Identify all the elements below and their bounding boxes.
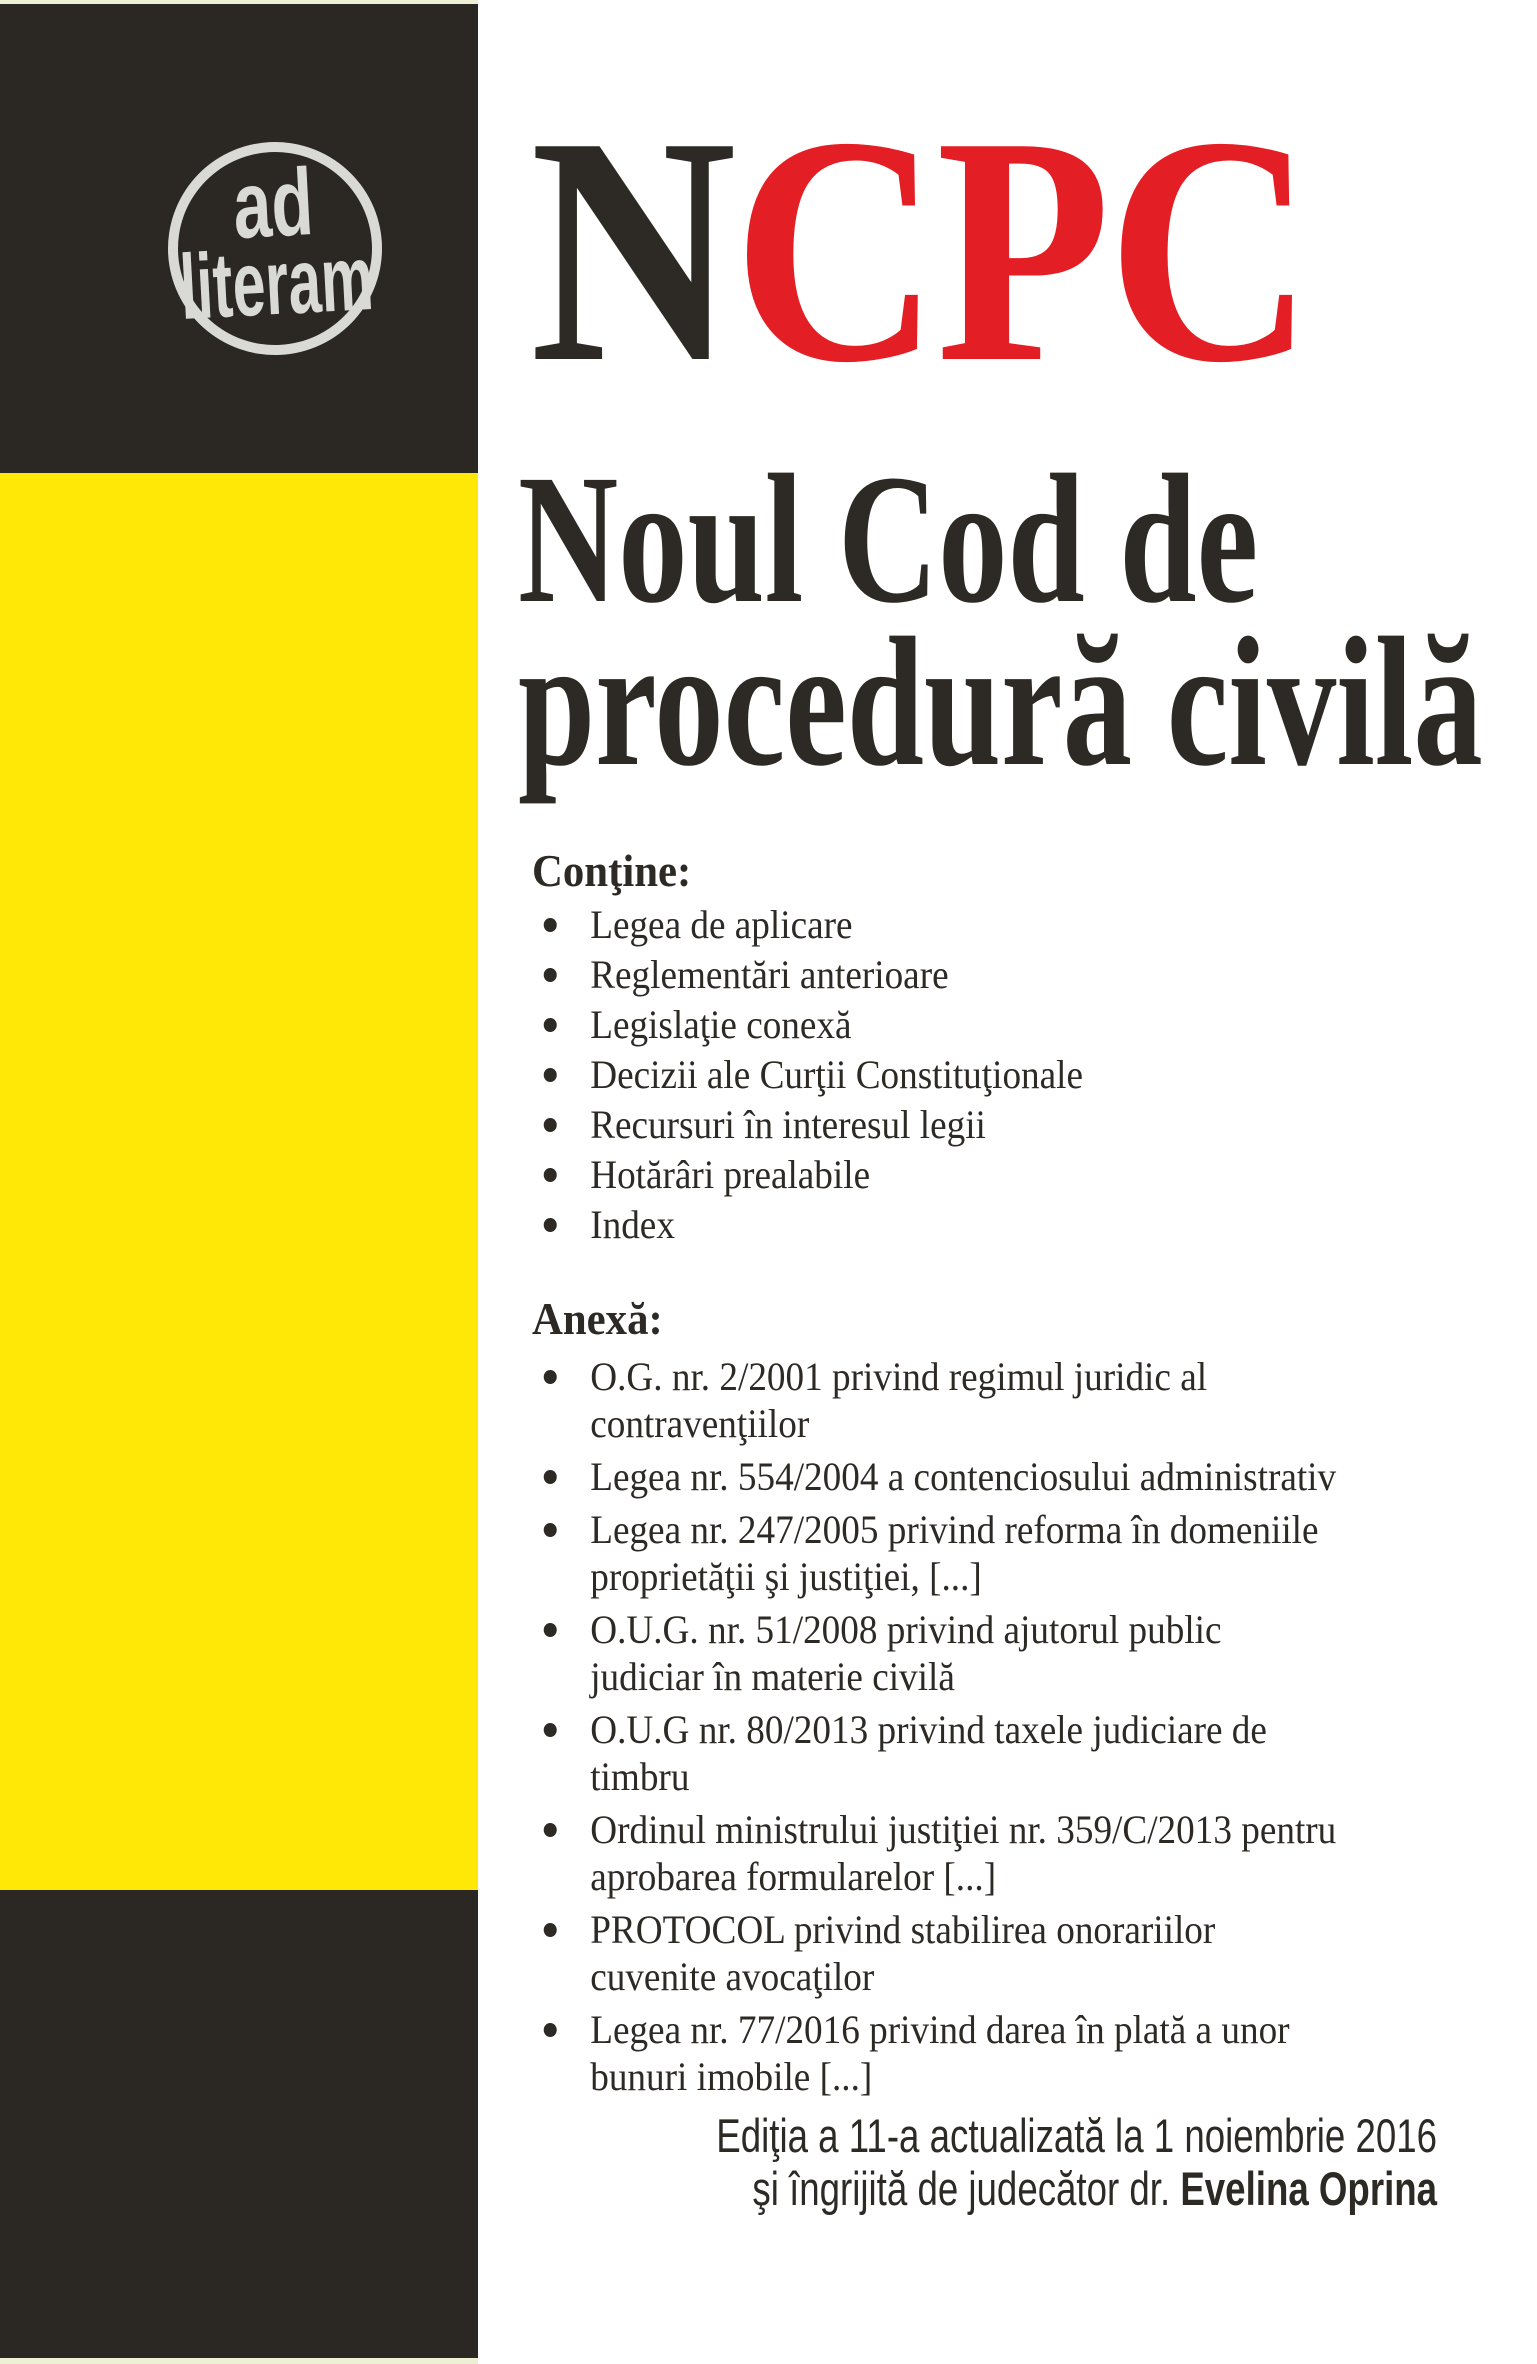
- list-item-line: O.G. nr. 2/2001 privind regimul juridic al: [590, 1354, 1208, 1399]
- ad-literam-logo: [163, 137, 388, 361]
- list-item: Decizii ale Curţii Constituţionale: [540, 1051, 1083, 1098]
- list-item-line: O.U.G nr. 80/2013 privind taxele judiciare de: [590, 1707, 1267, 1752]
- list-item: Legea de aplicare: [540, 901, 1083, 948]
- ad-literam-word-ad: ad: [230, 149, 316, 260]
- list-item: [540, 1906, 1336, 2000]
- list-item: [540, 2006, 1336, 2100]
- edition-line-2-regular: şi îngrijită de judecător dr.: [752, 2162, 1181, 2215]
- list-item-line: aprobarea formularelor [...]: [590, 1854, 997, 1899]
- list-item: [540, 1706, 1336, 1800]
- list-item-line: judiciar în materie civilă: [590, 1654, 955, 1699]
- list-item-line: proprietăţii şi justiţiei, [...]: [590, 1554, 982, 1599]
- list-item: [540, 1353, 1336, 1447]
- list-item-line: PROTOCOL privind stabilirea onorariilor: [590, 1907, 1216, 1952]
- left-band-column: [0, 0, 478, 2364]
- list-item-line: Legea nr. 247/2005 privind reforma în domeniile: [590, 1507, 1319, 1552]
- book-subtitle: [518, 437, 1483, 805]
- top-black-band: [0, 4, 478, 473]
- list-item: [540, 1606, 1336, 1700]
- list-item: Reglementări anterioare: [540, 951, 1083, 998]
- contine-list: [540, 901, 1083, 1251]
- edition-line-2: [716, 2162, 1437, 2215]
- list-item: [540, 1506, 1336, 1600]
- bottom-edge-strip: [0, 2358, 478, 2364]
- list-item: Index: [540, 1201, 1083, 1248]
- title-acronym-cpc: CPC: [733, 70, 1311, 430]
- anexa-heading: Anexă:: [532, 1293, 663, 1344]
- title-acronym: [530, 70, 1311, 430]
- list-item-line: cuvenite avocaţilor: [590, 1954, 875, 1999]
- list-item-line: Ordinul ministrului justiţiei nr. 359/C/2013 pentru: [590, 1807, 1337, 1852]
- list-item-line: Legea nr. 554/2004 a contenciosului administrativ: [590, 1454, 1337, 1499]
- subtitle-line-2: procedură civilă: [518, 600, 1483, 805]
- list-item: Recursuri în interesul legii: [540, 1101, 1083, 1148]
- anexa-list: [540, 1353, 1336, 2106]
- list-item: [540, 1806, 1336, 1900]
- list-item-line: bunuri imobile [...]: [590, 2054, 873, 2099]
- contine-heading: Conţine:: [532, 845, 692, 896]
- list-item-line: timbru: [590, 1754, 690, 1799]
- list-item: Legislaţie conexă: [540, 1001, 1083, 1048]
- edition-editor-name: Evelina Oprina: [1180, 2162, 1437, 2215]
- list-item-line: Legea nr. 77/2016 privind darea în plată a unor: [590, 2007, 1290, 2052]
- yellow-band: [0, 473, 478, 1890]
- title-acronym-n: N: [530, 70, 734, 430]
- edition-note: [716, 2109, 1437, 2215]
- list-item: [540, 1453, 1336, 1500]
- list-item-line: O.U.G. nr. 51/2008 privind ajutorul public: [590, 1607, 1222, 1652]
- list-item-line: contravenţiilor: [590, 1401, 810, 1446]
- edition-line-1: Ediţia a 11-a actualizată la 1 noiembrie 2016: [716, 2109, 1437, 2162]
- list-item: Hotărâri prealabile: [540, 1151, 1083, 1198]
- ad-literam-word-literam: literam: [177, 226, 376, 339]
- bottom-black-band: [0, 1890, 478, 2358]
- subtitle-line-1: Noul Cod de: [518, 437, 1259, 642]
